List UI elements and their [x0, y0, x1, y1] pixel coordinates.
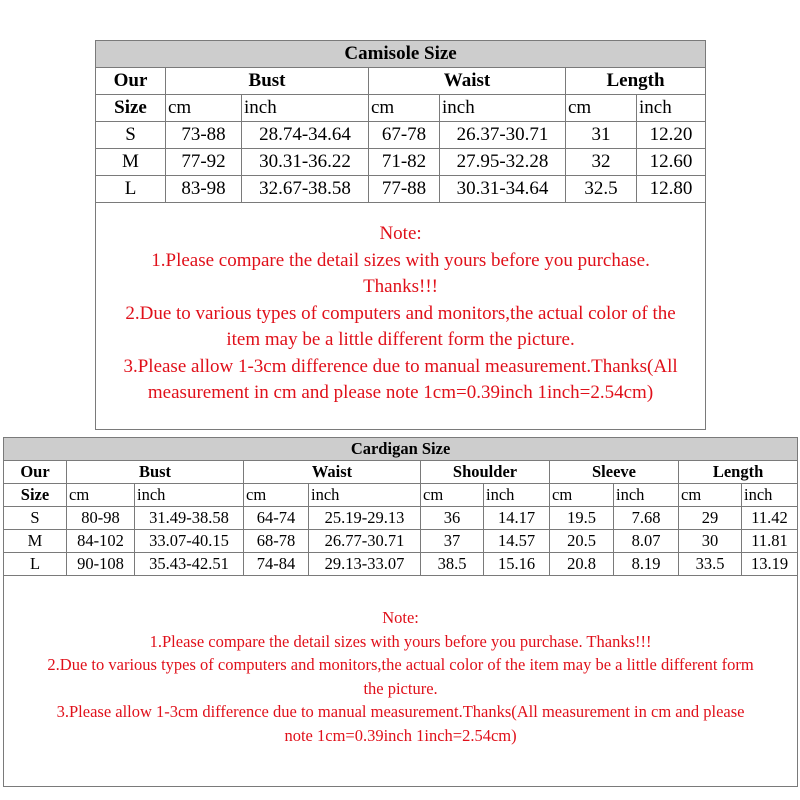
unit-label: cm — [369, 95, 440, 122]
unit-label: cm — [244, 484, 309, 507]
table-cell: 27.95-32.28 — [440, 149, 566, 176]
unit-label: cm — [550, 484, 614, 507]
table-title-row — [4, 438, 798, 461]
unit-label: inch — [135, 484, 244, 507]
unit-label: inch — [484, 484, 550, 507]
unit-label: inch — [742, 484, 798, 507]
group-header-row — [96, 68, 706, 95]
table-cell: 35.43-42.51 — [135, 553, 244, 576]
unit-label: inch — [440, 95, 566, 122]
note-line: 1.Please compare the detail sizes with yours before you purchase. Thanks!!! — [149, 631, 652, 651]
table-cell: 84-102 — [67, 530, 135, 553]
table-cell: 33.07-40.15 — [135, 530, 244, 553]
table-cell: 31 — [566, 122, 637, 149]
table-cell: 37 — [421, 530, 484, 553]
our-size-header-top: Our — [4, 461, 67, 484]
note-line: item may be a little different form the picture. — [226, 329, 575, 350]
note-line: 3.Please allow 1-3cm difference due to manual measurement.Thanks(All — [123, 355, 678, 377]
table-cell: 32.5 — [566, 176, 637, 203]
table-cell: 29 — [679, 507, 742, 530]
table-cell: 31.49-38.58 — [135, 507, 244, 530]
table-cell: 28.74-34.64 — [242, 122, 369, 149]
unit-header-row — [4, 484, 798, 507]
table-cell: 71-82 — [369, 149, 440, 176]
unit-label: cm — [166, 95, 242, 122]
table-cell: 36 — [421, 507, 484, 530]
table-cell: 77-92 — [166, 149, 242, 176]
our-size-header-top: Our — [96, 68, 166, 95]
table-cell: 29.13-33.07 — [309, 553, 421, 576]
table-cell: 15.16 — [484, 553, 550, 576]
table-cell: 80-98 — [67, 507, 135, 530]
unit-label: inch — [309, 484, 421, 507]
unit-label: cm — [67, 484, 135, 507]
table-cell: 32 — [566, 149, 637, 176]
unit-label: cm — [566, 95, 637, 122]
table-row — [4, 507, 798, 530]
group-header-row — [4, 461, 798, 484]
table-row — [96, 176, 706, 203]
table-title: Cardigan Size — [4, 438, 798, 461]
note-line: 2.Due to various types of computers and monitors,the actual color of the — [125, 302, 676, 324]
size-cell: S — [96, 122, 166, 149]
table-cell: 12.60 — [637, 149, 706, 176]
table-row — [4, 530, 798, 553]
table-title-row — [96, 41, 706, 68]
table-cell: 11.42 — [742, 507, 798, 530]
note-line: the picture. — [363, 678, 438, 698]
table-cell: 77-88 — [369, 176, 440, 203]
table-cell: 38.5 — [421, 553, 484, 576]
size-cell: L — [96, 176, 166, 203]
table-cell: 26.37-30.71 — [440, 122, 566, 149]
unit-label: inch — [637, 95, 706, 122]
table-cell: 90-108 — [67, 553, 135, 576]
note-heading: Note: — [382, 608, 419, 627]
table-cell: 67-78 — [369, 122, 440, 149]
waist-header: Waist — [244, 461, 421, 484]
size-cell: L — [4, 553, 67, 576]
table-cell: 12.20 — [637, 122, 706, 149]
table-cell: 20.8 — [550, 553, 614, 576]
table-row — [4, 553, 798, 576]
table-row — [96, 122, 706, 149]
our-size-header-bottom: Size — [4, 484, 67, 507]
size-cell: M — [96, 149, 166, 176]
table-cell: 8.07 — [614, 530, 679, 553]
waist-header: Waist — [369, 68, 566, 95]
table-cell: 14.57 — [484, 530, 550, 553]
camisole-size-table — [95, 40, 706, 430]
unit-label: inch — [242, 95, 369, 122]
table-cell: 7.68 — [614, 507, 679, 530]
note-line: 2.Due to various types of computers and monitors,the actual color of the item may be a little different form — [47, 655, 754, 674]
note-line: Thanks!!! — [363, 276, 438, 297]
note-heading: Note: — [379, 223, 422, 244]
size-cell: S — [4, 507, 67, 530]
table-cell: 11.81 — [742, 530, 798, 553]
table-cell: 8.19 — [614, 553, 679, 576]
note-row — [96, 203, 706, 430]
table-cell: 30.31-34.64 — [440, 176, 566, 203]
table-cell: 14.17 — [484, 507, 550, 530]
shoulder-header: Shoulder — [421, 461, 550, 484]
table-cell: 25.19-29.13 — [309, 507, 421, 530]
unit-label: cm — [421, 484, 484, 507]
table-cell: 74-84 — [244, 553, 309, 576]
note-block — [4, 576, 798, 787]
bust-header: Bust — [166, 68, 369, 95]
table-cell: 30 — [679, 530, 742, 553]
unit-label: cm — [679, 484, 742, 507]
bust-header: Bust — [67, 461, 244, 484]
note-line: 3.Please allow 1-3cm difference due to manual measurement.Thanks(All measurement in cm and please — [56, 702, 745, 721]
note-row — [4, 576, 798, 787]
table-cell: 32.67-38.58 — [242, 176, 369, 203]
length-header: Length — [679, 461, 798, 484]
table-cell: 73-88 — [166, 122, 242, 149]
table-cell: 33.5 — [679, 553, 742, 576]
table-cell: 13.19 — [742, 553, 798, 576]
table-cell: 26.77-30.71 — [309, 530, 421, 553]
cardigan-size-table — [3, 437, 798, 787]
table-cell: 12.80 — [637, 176, 706, 203]
table-cell: 20.5 — [550, 530, 614, 553]
note-line: measurement in cm and please note 1cm=0.39inch 1inch=2.54cm) — [147, 382, 654, 403]
length-header: Length — [566, 68, 706, 95]
table-title: Camisole Size — [96, 41, 706, 68]
our-size-header-bottom: Size — [96, 95, 166, 122]
table-cell: 19.5 — [550, 507, 614, 530]
table-row — [96, 149, 706, 176]
table-cell: 30.31-36.22 — [242, 149, 369, 176]
sleeve-header: Sleeve — [550, 461, 679, 484]
note-line: note 1cm=0.39inch 1inch=2.54cm) — [284, 725, 517, 745]
unit-header-row — [96, 95, 706, 122]
note-block — [96, 203, 706, 430]
unit-label: inch — [614, 484, 679, 507]
table-cell: 83-98 — [166, 176, 242, 203]
table-cell: 64-74 — [244, 507, 309, 530]
table-cell: 68-78 — [244, 530, 309, 553]
note-line: 1.Please compare the detail sizes with yours before you purchase. — [151, 249, 650, 271]
size-cell: M — [4, 530, 67, 553]
